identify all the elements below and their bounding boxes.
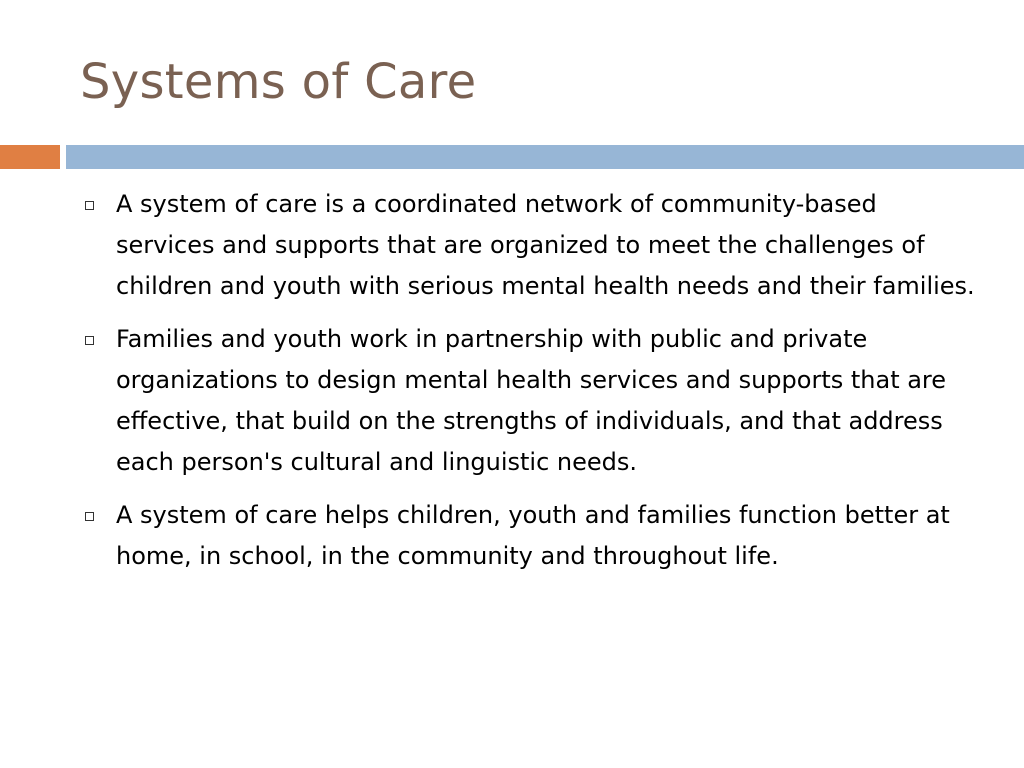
accent-bar xyxy=(0,145,60,169)
bullet-item xyxy=(80,184,980,307)
bullet-list xyxy=(80,184,980,589)
slide-title: Systems of Care xyxy=(80,54,477,110)
bullet-item xyxy=(80,319,980,483)
hollow-square-bullet-icon xyxy=(85,201,94,210)
bullet-item xyxy=(80,495,980,577)
bullet-text: A system of care helps children, youth and families function better at home, in school, in the community and throughout life. xyxy=(116,501,950,570)
bullet-text: Families and youth work in partnership with public and private organizations to design mental health services and supports that are effective, that build on the strengths of individuals, and that address each person's cultural and linguistic needs. xyxy=(116,325,947,476)
bullet-text: A system of care is a coordinated network of community-based services and supports that are organized to meet the challenges of children and youth with serious mental health needs and their families. xyxy=(116,190,975,300)
title-divider-bar xyxy=(66,145,1024,169)
hollow-square-bullet-icon xyxy=(85,512,94,521)
hollow-square-bullet-icon xyxy=(85,336,94,345)
